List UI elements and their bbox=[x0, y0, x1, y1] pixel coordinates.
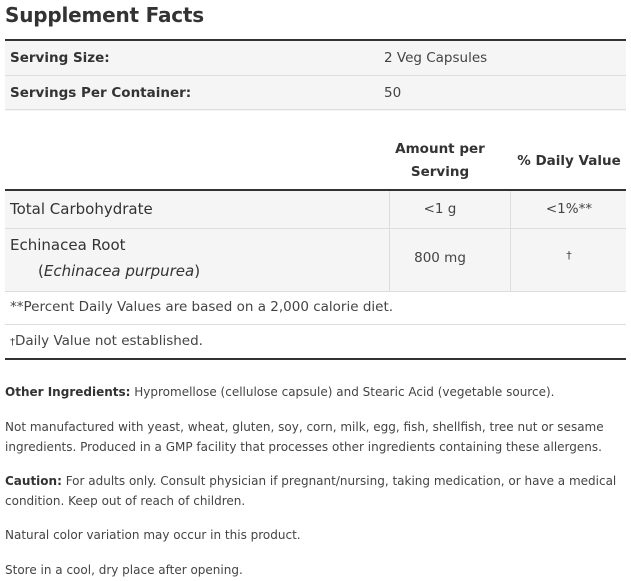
nutrient-daily-value: <1%** bbox=[545, 201, 593, 217]
nutrient-amount: 800 mg bbox=[414, 250, 466, 266]
nutrient-latin-name bbox=[38, 262, 200, 280]
other-ingredients bbox=[5, 382, 621, 402]
serving-size-label: Serving Size: bbox=[10, 50, 110, 66]
nutrient-name: Total Carbohydrate bbox=[10, 200, 153, 218]
nutrient-row-echinacea-root bbox=[5, 229, 626, 291]
serving-size-row bbox=[5, 41, 626, 76]
servings-per-container-row bbox=[5, 76, 626, 111]
nutrient-daily-value: † bbox=[566, 249, 572, 262]
nutrient-name: Echinacea Root bbox=[10, 236, 126, 254]
amount-header-line1: Amount per bbox=[395, 141, 485, 157]
nutrient-bottom-rule bbox=[5, 291, 626, 292]
servings-per-container-value: 50 bbox=[384, 85, 402, 101]
caution-statement bbox=[5, 471, 621, 511]
allergen-statement: Not manufactured with yeast, wheat, gluten, soy, corn, milk, egg, fish, shellfish, tree nut or sesame ingredients. Produced in a GMP facility that processes other ingredients containing these allergens. bbox=[5, 420, 604, 454]
color-variation-note: Natural color variation may occur in this product. bbox=[5, 528, 301, 542]
other-ingredients-label: Other Ingredients: bbox=[5, 385, 131, 399]
column-separator bbox=[510, 191, 511, 228]
amount-per-serving-header bbox=[390, 138, 490, 184]
other-ingredients-text: Hypromellose (cellulose capsule) and Stearic Acid (vegetable source). bbox=[130, 385, 555, 399]
servings-per-container-label: Servings Per Container: bbox=[10, 85, 192, 101]
caution-label: Caution: bbox=[5, 474, 62, 488]
panel-bottom-rule bbox=[5, 358, 626, 360]
serving-size-value: 2 Veg Capsules bbox=[384, 50, 488, 66]
serving-info bbox=[5, 41, 626, 111]
caution-text: For adults only. Consult physician if pregnant/nursing, taking medication, or have a medical condition. Keep out of reach of children. bbox=[5, 474, 617, 508]
column-separator bbox=[389, 229, 390, 291]
daily-value-header: % Daily Value bbox=[517, 153, 621, 169]
latin-species: Echinacea purpurea bbox=[43, 262, 195, 280]
footnote-divider bbox=[5, 324, 626, 325]
nutrient-row-total-carbohydrate bbox=[5, 191, 626, 228]
amount-header-line2: Serving bbox=[410, 164, 470, 180]
dagger-footnote bbox=[10, 333, 203, 349]
column-headers bbox=[5, 138, 626, 188]
serving-bottom-rule bbox=[5, 109, 626, 110]
latin-close-paren: ) bbox=[194, 262, 201, 280]
percent-daily-footnote: **Percent Daily Values are based on a 2,000 calorie diet. bbox=[10, 299, 394, 315]
latin-open-paren: ( bbox=[38, 262, 44, 280]
dagger-text: Daily Value not established. bbox=[15, 333, 203, 349]
column-separator bbox=[389, 191, 390, 228]
storage-instructions: Store in a cool, dry place after opening. bbox=[5, 563, 243, 577]
nutrient-amount: <1 g bbox=[423, 201, 457, 217]
column-separator bbox=[510, 229, 511, 291]
dagger-mark: † bbox=[10, 337, 15, 348]
supplement-facts-title: Supplement Facts bbox=[5, 3, 204, 27]
